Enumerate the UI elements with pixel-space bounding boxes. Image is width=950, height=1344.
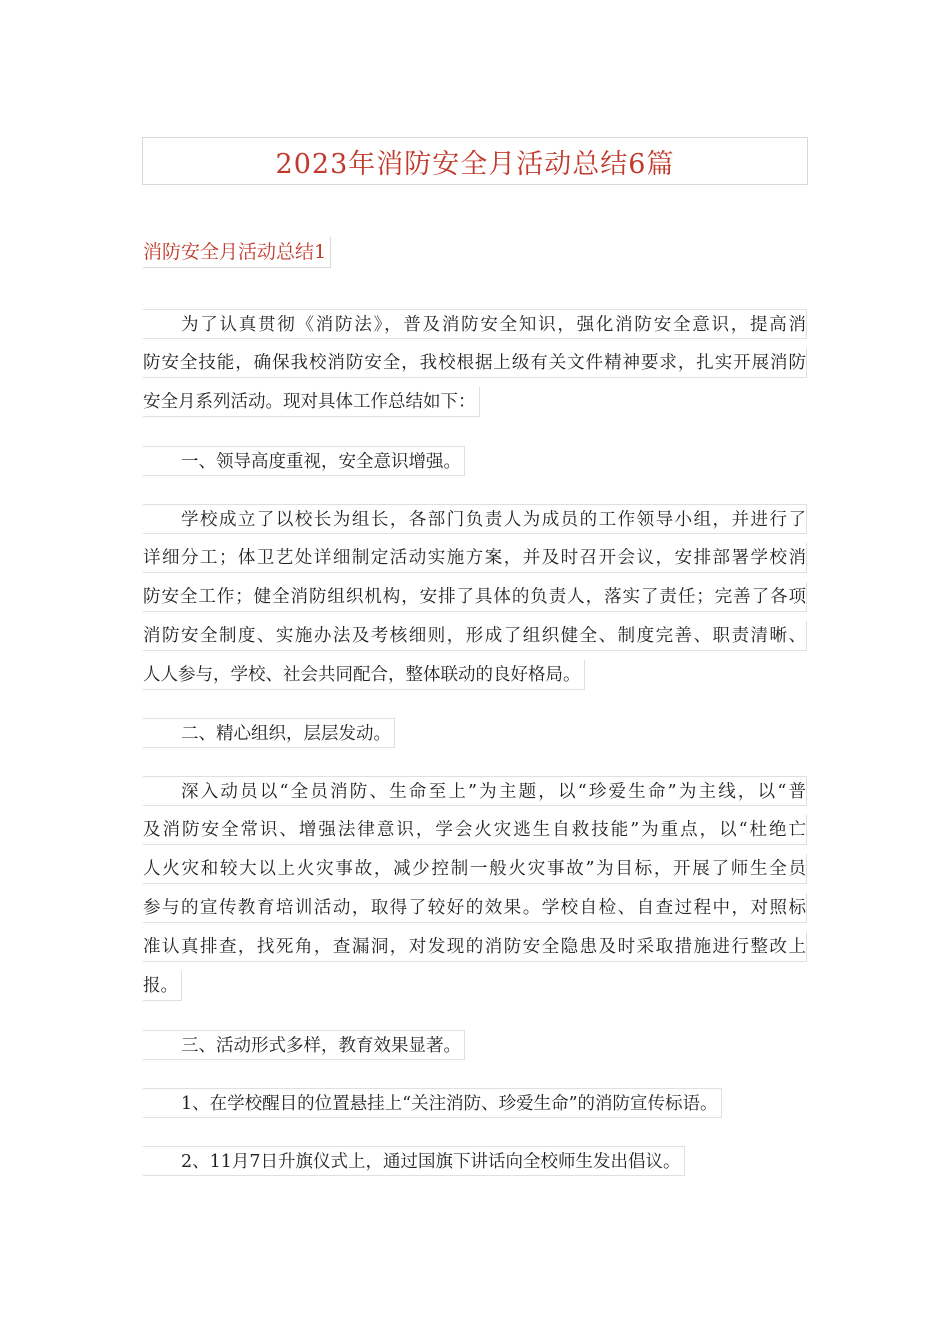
- paragraph-line: 参与的宣传教育培训活动，取得了较好的效果。学校自检、自查过程中，对照标: [143, 893, 807, 923]
- paragraph-line: 详细分工；体卫艺处详细制定活动实施方案，并及时召开会议，安排部署学校消: [143, 543, 807, 573]
- list-item: 1、在学校醒目的位置悬挂上“关注消防、珍爱生命”的消防宣传标语。: [143, 1088, 722, 1118]
- paragraph-line: 深入动员以“全员消防、生命至上”为主题，以“珍爱生命”为主线，以“普: [143, 776, 807, 806]
- document-title: 2023年消防安全月活动总结6篇: [275, 148, 675, 180]
- paragraph-line: 人火灾和较大以上火灾事故，减少控制一般火灾事故”为目标，开展了师生全员: [143, 854, 807, 884]
- subheading: 二、精心组织，层层发动。: [143, 718, 395, 748]
- subheading: 三、活动形式多样，教育效果显著。: [143, 1030, 465, 1060]
- subheading: 一、领导高度重视，安全意识增强。: [143, 446, 465, 476]
- section-heading: 消防安全月活动总结1: [143, 237, 331, 268]
- paragraph-line: 及消防安全常识、增强法律意识，学会火灾逃生自救技能”为重点，以“杜绝亡: [143, 815, 807, 845]
- paragraph-line: 安全月系列活动。现对具体工作总结如下：: [143, 387, 480, 417]
- paragraph-line: 防安全技能，确保我校消防安全，我校根据上级有关文件精神要求，扎实开展消防: [143, 348, 807, 378]
- list-item: 2、11月7日升旗仪式上，通过国旗下讲话向全校师生发出倡议。: [143, 1146, 685, 1176]
- paragraph-line: 消防安全制度、实施办法及考核细则，形成了组织健全、制度完善、职责清晰、: [143, 621, 807, 651]
- paragraph-line: 报。: [143, 971, 182, 1001]
- paragraph-line: 学校成立了以校长为组长，各部门负责人为成员的工作领导小组，并进行了: [143, 504, 807, 534]
- paragraph-line: 人人参与，学校、社会共同配合，整体联动的良好格局。: [143, 660, 585, 690]
- paragraph-line: 为了认真贯彻《消防法》，普及消防安全知识，强化消防安全意识，提高消: [143, 309, 807, 339]
- document-title-box: [142, 137, 808, 185]
- paragraph-line: 准认真排查，找死角，查漏洞，对发现的消防安全隐患及时采取措施进行整改上: [143, 932, 807, 962]
- paragraph-line: 防安全工作；健全消防组织机构，安排了具体的负责人，落实了责任；完善了各项: [143, 582, 807, 612]
